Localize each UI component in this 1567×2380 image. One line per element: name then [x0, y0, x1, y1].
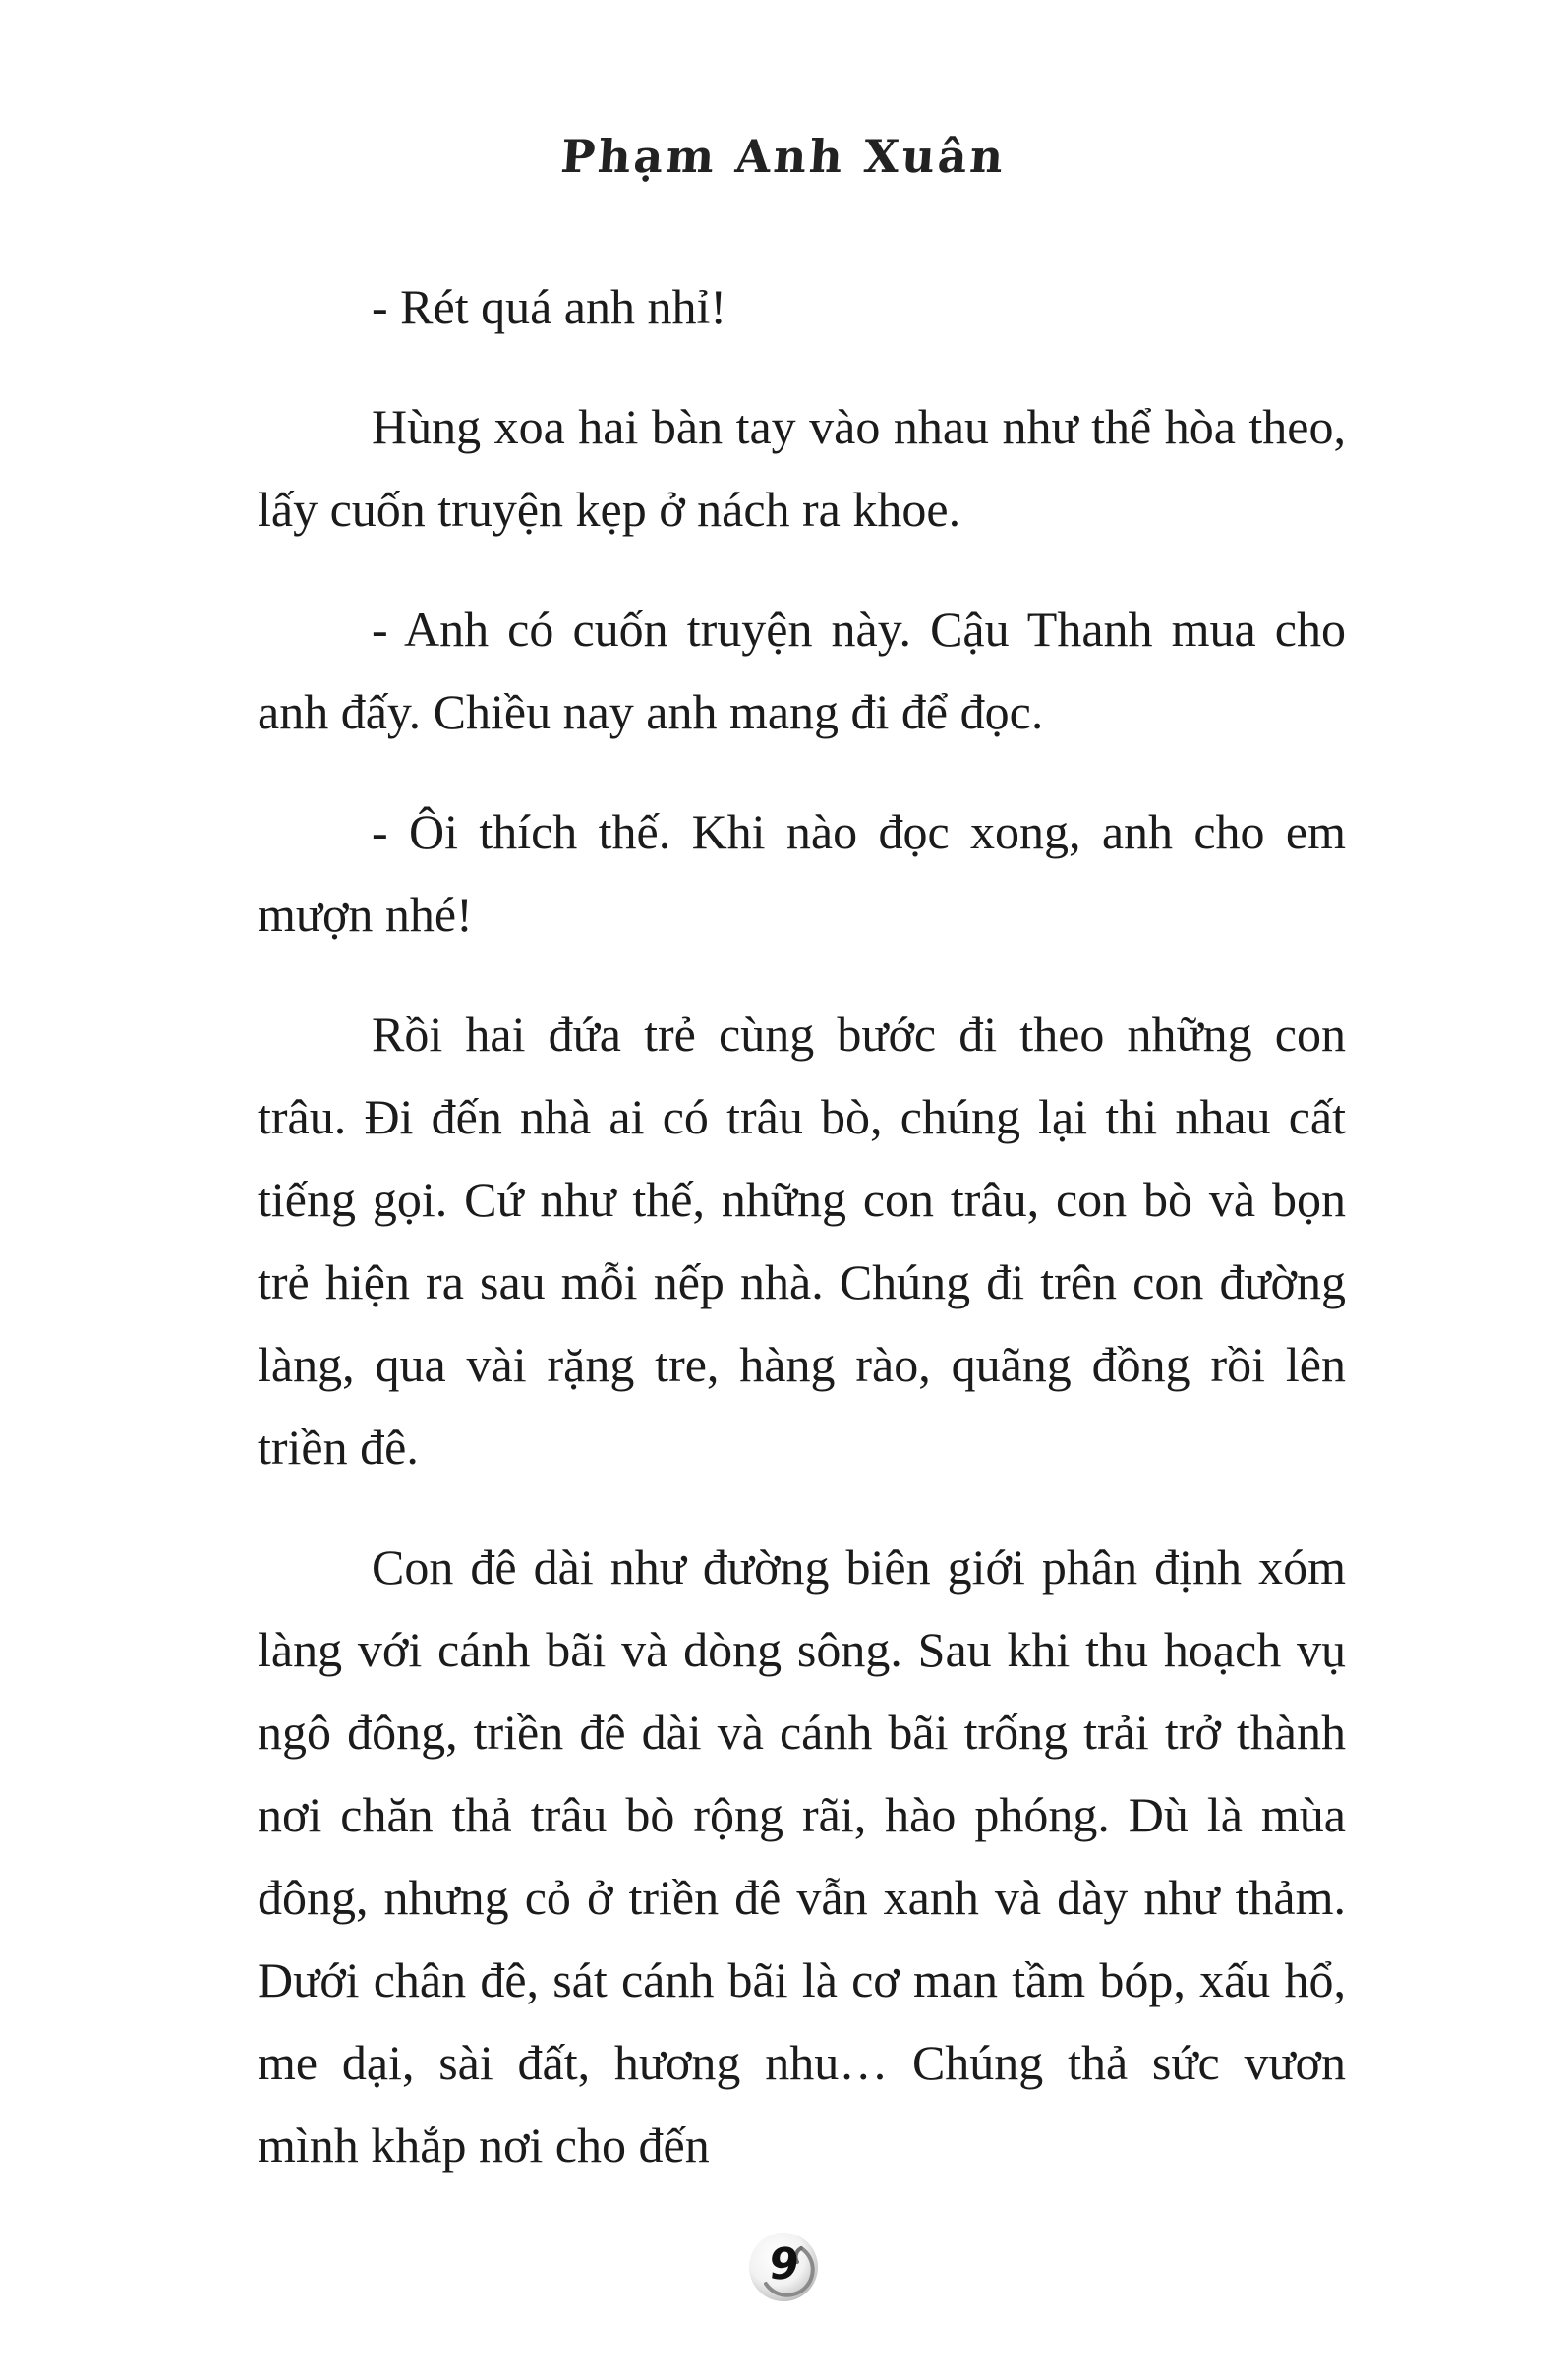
- paragraph-dialogue-2: - Anh có cuốn truyện này. Cậu Thanh mua cho anh đấy. Chiều nay anh mang đi để đọc.: [258, 602, 1346, 739]
- paragraph-narration-1: Hùng xoa hai bàn tay vào nhau như thể hòa theo, lấy cuốn truyện kẹp ở nách ra khoe.: [258, 399, 1346, 537]
- page-footer: [0, 2231, 1567, 2303]
- page-body: [258, 265, 1346, 2224]
- paragraph-dialogue-3: - Ôi thích thế. Khi nào đọc xong, anh cho em mượn nhé!: [258, 804, 1346, 942]
- running-header-author: Phạm Anh Xuân: [558, 130, 1009, 183]
- paragraph-narration-2: Rồi hai đứa trẻ cùng bước đi theo những con trâu. Đi đến nhà ai có trâu bò, chúng lại thi nhau cất tiếng gọi. Cứ như thế, những con trâu, con bò và bọn trẻ hiện ra sau mỗi nếp nhà. Chúng đi trên con đường làng, qua vài rặng tre, hàng rào, quãng đồng rồi lên triền đê.: [258, 1007, 1346, 1475]
- page-number: 9: [766, 2239, 802, 2290]
- page-number-badge: [747, 2231, 820, 2303]
- paragraph-narration-3: Con đê dài như đường biên giới phân định xóm làng với cánh bãi và dòng sông. Sau khi thu hoạch vụ ngô đông, triền đê dài và cánh bãi trống trải trở thành nơi chăn thả trâu bò rộng rãi, hào phóng. Dù là mùa đông, nhưng cỏ ở triền đê vẫn xanh và dày như thảm. Dưới chân đê, sát cánh bãi là cơ man tầm bóp, xấu hổ, me dại, sài đất, hương nhu… Chúng thả sức vươn mình khắp nơi cho đến: [258, 1539, 1346, 2173]
- paragraph-dialogue-1: - Rét quá anh nhỉ!: [372, 279, 727, 334]
